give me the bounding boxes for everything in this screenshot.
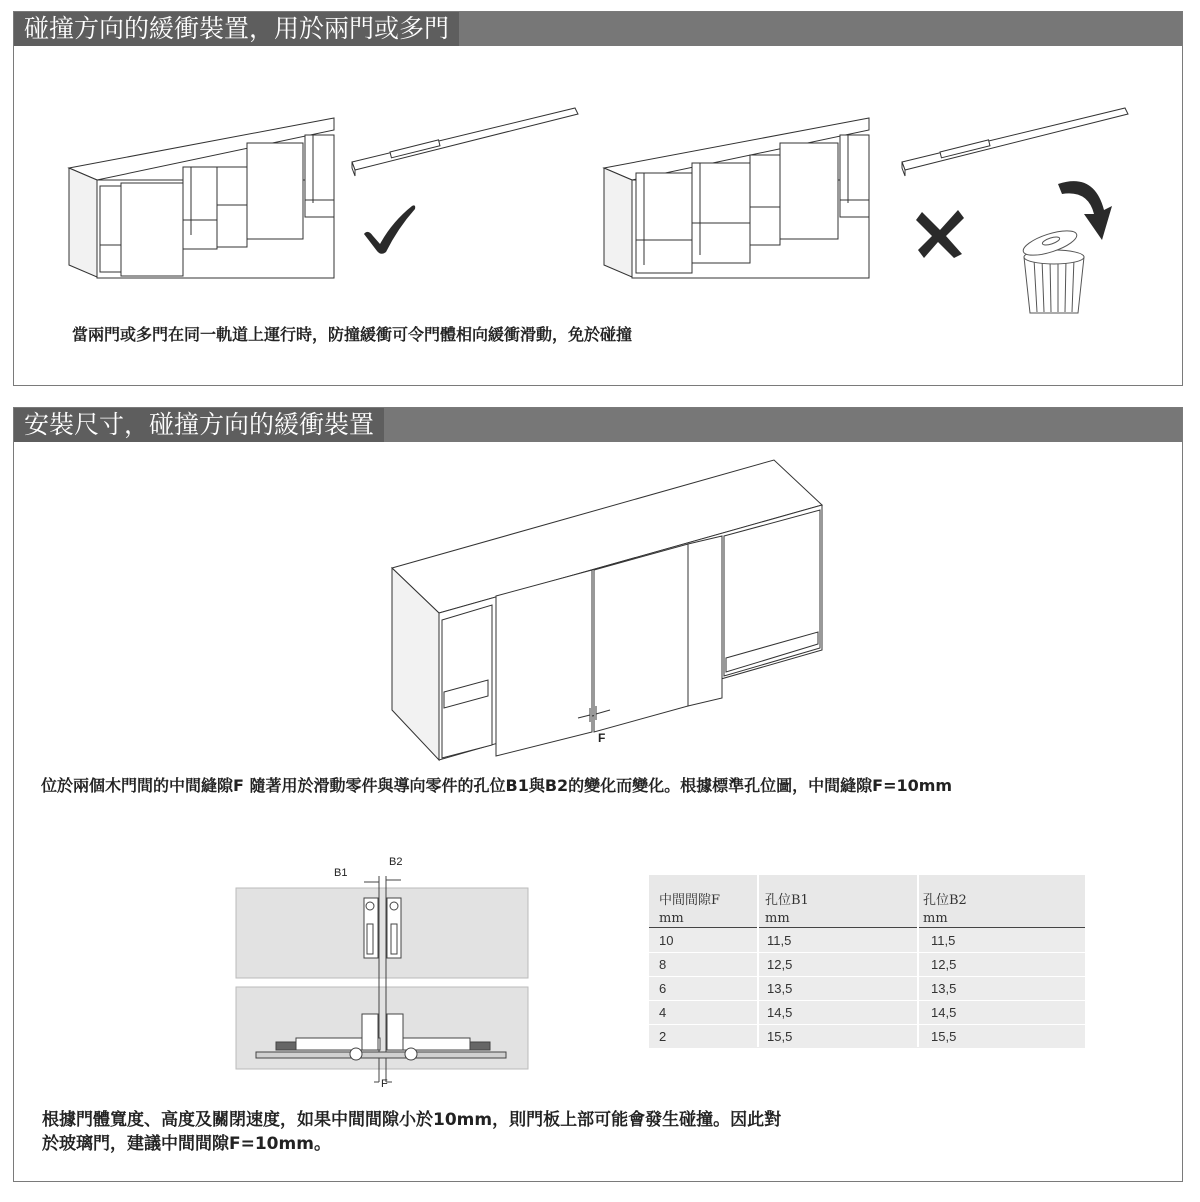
table-cell: 11,5 (767, 933, 792, 948)
col-header-b1: 孔位B1 (765, 893, 809, 908)
glass-door-note (42, 1108, 781, 1156)
cross-mark-icon (916, 208, 966, 260)
table-cell: 14,5 (931, 1005, 957, 1020)
cabinet-multi-doors-illustration (604, 85, 874, 280)
b1-label: B1 (334, 867, 348, 879)
table-cell: 2 (659, 1029, 667, 1044)
table-cell: 10 (659, 933, 674, 948)
section-title: 碰撞方向的緩衝裝置，用於兩門或多門 (14, 12, 459, 46)
f-label: F (381, 1078, 388, 1090)
table-cell: 15,5 (931, 1029, 957, 1044)
table-cell: 13,5 (931, 981, 957, 996)
trash-bin-icon (1018, 227, 1092, 317)
gap-description: 位於兩個木門間的中間縫隙F 隨著用於滑動零件與導向零件的孔位B1與B2的變化而變化。根據標準孔位圖，中間縫隙F=10mm (41, 776, 953, 795)
table-cell: 12,5 (767, 957, 793, 972)
col-header-b2: 孔位B2 (923, 893, 967, 908)
section-header-bar (14, 12, 1182, 46)
section-caption: 當兩門或多門在同一軌道上運行時，防撞緩衝可令門體相向緩衝滑動，免於碰撞 (72, 325, 633, 344)
section-header-bar (14, 408, 1182, 442)
check-mark-icon (362, 204, 418, 256)
table-cell: 14,5 (767, 1005, 793, 1020)
damper-rail-illustration (350, 100, 580, 180)
section-installation-dimensions (13, 407, 1183, 1182)
gap-label: F (598, 731, 606, 745)
table-cell: 13,5 (767, 981, 793, 996)
note-line-2: 於玻璃門，建議中間間隙F=10mm。 (42, 1134, 331, 1154)
note-line-1: 根據門體寬度、高度及關閉速度，如果中間間隙小於10mm，則門板上部可能會發生碰撞。因此對 (42, 1110, 782, 1130)
col-unit-b1: mm (765, 911, 790, 926)
table-cell: 4 (659, 1005, 667, 1020)
table-cell: 15,5 (767, 1029, 793, 1044)
hinge-gap-diagram (236, 854, 531, 1089)
table-cell: 11,5 (931, 933, 956, 948)
table-cell: 8 (659, 957, 667, 972)
section-collision-damper (13, 11, 1183, 386)
table-cell: 6 (659, 981, 667, 996)
b2-label: B2 (389, 856, 403, 868)
col-unit-b2: mm (923, 911, 948, 926)
col-unit-gap: mm (659, 911, 684, 926)
table-cell: 12,5 (931, 957, 957, 972)
col-header-gap: 中間間隙F (659, 893, 721, 908)
hole-position-table (649, 875, 1085, 1047)
section-title: 安裝尺寸，碰撞方向的緩衝裝置 (14, 408, 384, 442)
cabinet-gap-illustration (392, 460, 842, 770)
damper-rail-illustration-2 (900, 100, 1130, 180)
cabinet-two-doors-illustration (69, 85, 339, 280)
